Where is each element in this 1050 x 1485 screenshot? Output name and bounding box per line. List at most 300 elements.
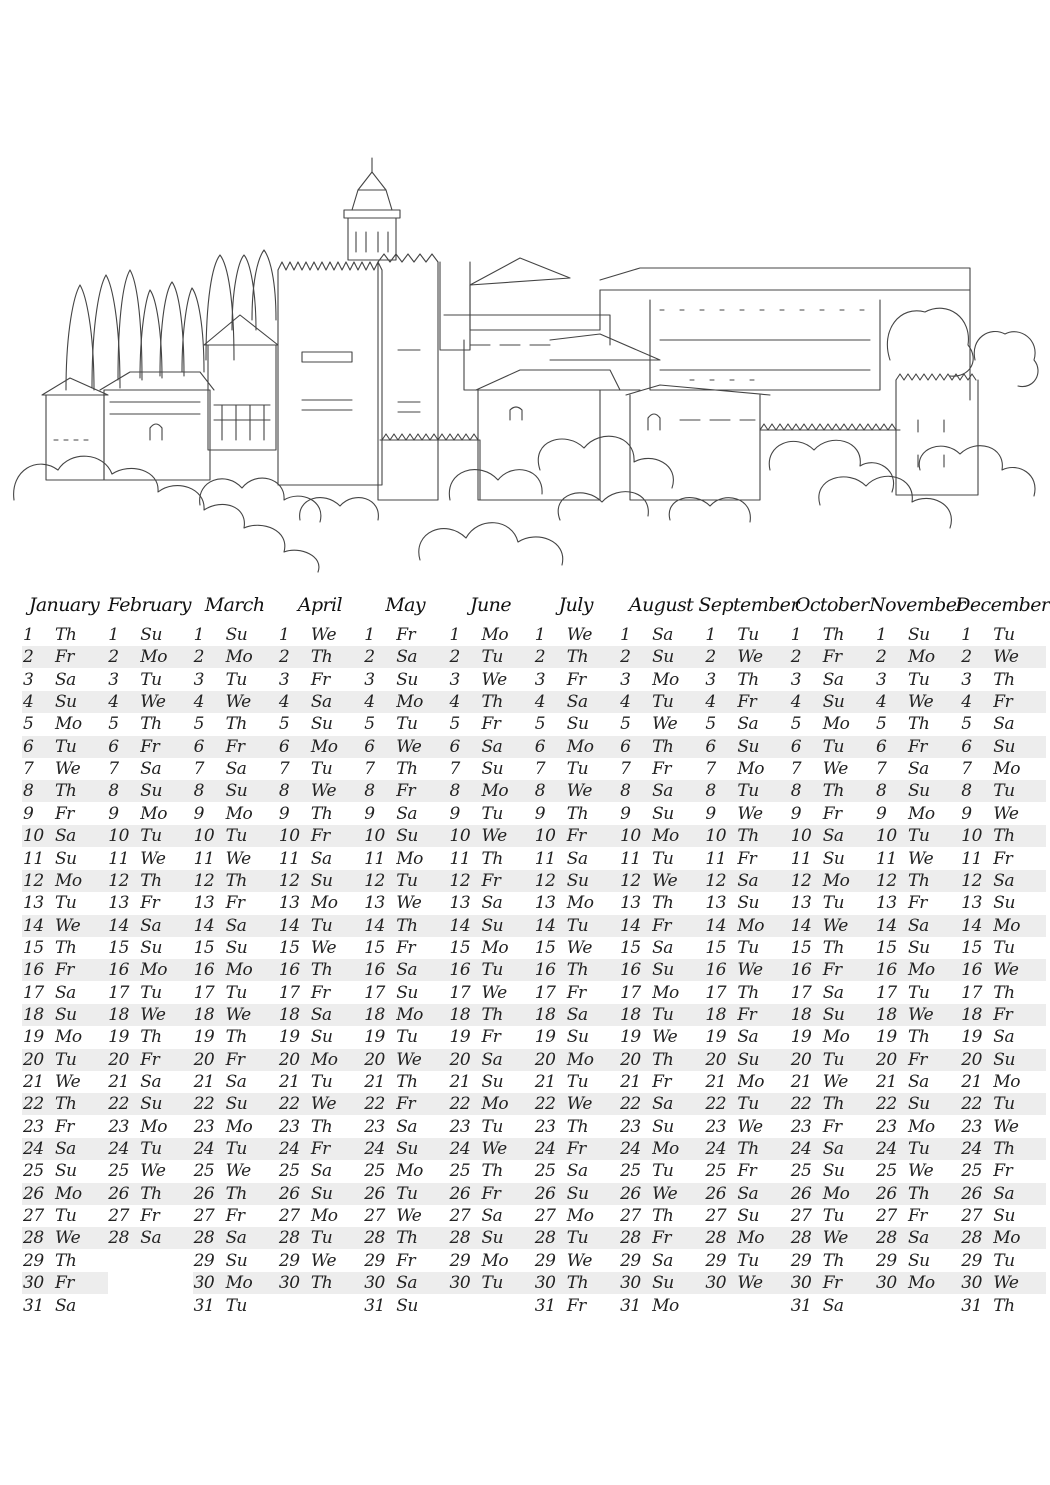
day-row (790, 1026, 876, 1048)
day-row (790, 915, 876, 937)
weekday-label: Su (566, 1183, 589, 1204)
day-row (619, 1004, 705, 1026)
day-number: 9 (705, 803, 716, 824)
weekday-label: Tu (822, 736, 844, 757)
weekday-label: Tu (396, 1183, 418, 1204)
weekday-label: Fr (822, 1273, 842, 1294)
weekday-label: Tu (481, 647, 503, 668)
weekday-label: We (481, 982, 507, 1003)
day-number: 6 (790, 736, 802, 757)
day-number: 22 (790, 1094, 812, 1115)
weekday-label: Th (822, 625, 844, 645)
day-number: 12 (23, 870, 44, 891)
month-column-february (107, 588, 193, 1328)
weekday-label: Sa (737, 1183, 759, 1204)
day-row (22, 713, 108, 735)
weekday-label: Fr (652, 759, 672, 780)
weekday-label: We (55, 915, 81, 936)
day-number: 31 (534, 1295, 556, 1316)
day-row (790, 758, 876, 780)
day-number: 3 (193, 669, 204, 690)
day-number: 6 (620, 736, 631, 757)
day-row (619, 1049, 705, 1071)
weekday-label: Su (225, 781, 248, 802)
day-number: 8 (534, 781, 546, 802)
day-row (534, 1049, 620, 1071)
weekday-label: Su (993, 1206, 1015, 1227)
weekday-label: Fr (566, 982, 586, 1003)
day-number: 26 (193, 1183, 215, 1204)
day-number: 29 (705, 1250, 727, 1271)
day-row (619, 1071, 705, 1093)
year-calendar (0, 588, 1050, 1328)
weekday-label: We (908, 692, 934, 713)
day-row (875, 892, 961, 914)
weekday-label: Mo (310, 736, 338, 757)
weekday-label: Tu (396, 714, 418, 735)
day-row (107, 848, 193, 870)
day-row (22, 982, 108, 1004)
day-number: 28 (534, 1228, 556, 1249)
day-number: 15 (278, 937, 300, 958)
day-number: 12 (449, 870, 471, 891)
day-number: 24 (364, 1139, 385, 1160)
day-number: 8 (193, 781, 204, 802)
day-row (534, 1295, 620, 1317)
weekday-label: Sa (737, 1027, 759, 1048)
day-number: 3 (108, 669, 119, 690)
month-column-june (449, 588, 535, 1328)
day-number: 3 (278, 669, 290, 690)
weekday-label: Fr (566, 1295, 586, 1316)
day-row (619, 959, 705, 981)
day-row (449, 1116, 535, 1138)
day-row (960, 691, 1046, 713)
weekday-label: We (652, 1183, 678, 1204)
day-row (960, 1272, 1046, 1294)
day-row (449, 1250, 535, 1272)
weekday-label: Tu (993, 781, 1015, 802)
day-number: 13 (278, 893, 300, 914)
day-row (278, 870, 364, 892)
day-row (875, 825, 961, 847)
day-number: 19 (449, 1027, 471, 1048)
weekday-label: Th (822, 781, 844, 802)
day-number: 22 (278, 1094, 300, 1115)
day-row (278, 1205, 364, 1227)
day-number: 9 (193, 803, 204, 824)
day-number: 21 (961, 1072, 982, 1092)
day-row (278, 1116, 364, 1138)
day-row (534, 1071, 620, 1093)
day-row (704, 1093, 790, 1115)
weekday-label: We (310, 937, 337, 958)
day-number: 26 (705, 1183, 727, 1204)
day-row (960, 1183, 1046, 1205)
weekday-label: Su (225, 937, 248, 958)
day-number: 11 (620, 848, 641, 869)
day-row (704, 937, 790, 959)
day-row (960, 959, 1046, 981)
weekday-label: We (396, 1206, 422, 1227)
day-row (278, 915, 364, 937)
day-number: 2 (876, 647, 887, 668)
weekday-label: Sa (908, 915, 929, 936)
day-row (363, 937, 449, 959)
day-number: 30 (705, 1273, 727, 1294)
day-row (363, 691, 449, 713)
weekday-label: Mo (310, 1206, 338, 1227)
day-row (704, 646, 790, 668)
day-number: 4 (961, 692, 972, 713)
weekday-label: Sa (908, 1228, 929, 1249)
day-row (960, 1004, 1046, 1026)
day-number: 1 (108, 625, 119, 645)
weekday-label: Tu (566, 1228, 589, 1249)
day-number: 9 (108, 803, 119, 824)
day-number: 1 (705, 625, 716, 645)
day-number: 3 (620, 669, 631, 690)
weekday-label: Fr (822, 647, 842, 668)
weekday-label: Sa (225, 915, 247, 936)
weekday-label: Fr (481, 714, 501, 735)
day-row (619, 1026, 705, 1048)
weekday-label: Mo (396, 848, 423, 869)
day-row (704, 848, 790, 870)
day-number: 29 (193, 1250, 215, 1271)
weekday-label: Sa (652, 1094, 673, 1115)
weekday-label: Th (993, 982, 1015, 1003)
day-number: 26 (278, 1183, 300, 1204)
day-number: 20 (449, 1049, 471, 1070)
day-row (278, 713, 364, 735)
day-number: 25 (193, 1161, 215, 1182)
day-row (22, 870, 108, 892)
weekday-label: Mo (993, 759, 1020, 780)
weekday-label: We (993, 647, 1019, 668)
day-row (960, 1160, 1046, 1182)
day-row (960, 1116, 1046, 1138)
day-number: 8 (278, 781, 290, 802)
day-row (449, 1026, 535, 1048)
day-number: 28 (278, 1228, 300, 1249)
weekday-label: Th (566, 1273, 589, 1294)
day-row (449, 937, 535, 959)
weekday-label: Sa (140, 1228, 162, 1249)
weekday-label: Su (822, 1004, 845, 1025)
day-row (790, 1160, 876, 1182)
day-row (193, 1116, 279, 1138)
day-row (363, 959, 449, 981)
day-number: 25 (705, 1161, 727, 1182)
day-row (875, 758, 961, 780)
day-row (193, 1205, 279, 1227)
month-column-august (619, 588, 705, 1328)
weekday-label: Fr (566, 826, 586, 847)
day-row (193, 1071, 279, 1093)
weekday-label: Th (993, 669, 1015, 690)
day-row (107, 736, 193, 758)
day-number: 11 (705, 848, 727, 869)
day-number: 27 (790, 1206, 812, 1227)
day-row (363, 1116, 449, 1138)
weekday-label: Sa (566, 692, 588, 713)
day-number: 24 (23, 1139, 44, 1160)
day-number: 21 (534, 1072, 556, 1092)
day-row (960, 1295, 1046, 1317)
month-column-march (193, 588, 279, 1328)
day-number: 25 (23, 1161, 44, 1182)
day-number: 31 (364, 1295, 385, 1316)
day-number: 5 (108, 714, 119, 735)
day-number: 10 (534, 826, 556, 847)
day-row (193, 758, 279, 780)
day-number: 24 (534, 1139, 556, 1160)
weekday-label: Sa (140, 1072, 162, 1092)
day-row (449, 1138, 535, 1160)
weekday-label: Tu (993, 625, 1015, 645)
weekday-label: Su (908, 625, 930, 645)
day-row (363, 1004, 449, 1026)
weekday-label: Tu (737, 1250, 759, 1271)
day-number: 19 (620, 1027, 641, 1048)
weekday-label: We (737, 1116, 763, 1137)
weekday-label: Tu (566, 915, 589, 936)
day-row (790, 1004, 876, 1026)
day-number: 29 (449, 1250, 471, 1271)
day-row (534, 758, 620, 780)
day-row (193, 803, 279, 825)
day-number: 17 (961, 982, 982, 1003)
day-row (704, 736, 790, 758)
weekday-label: Fr (55, 647, 74, 668)
weekday-label: Mo (566, 1049, 594, 1070)
day-row (960, 736, 1046, 758)
weekday-label: Fr (396, 1094, 416, 1115)
day-number: 6 (278, 736, 290, 757)
weekday-label: Th (566, 647, 589, 668)
day-number: 30 (449, 1273, 471, 1294)
day-row (790, 937, 876, 959)
day-number: 16 (449, 960, 471, 981)
weekday-label: Mo (822, 714, 850, 735)
day-number: 5 (790, 714, 802, 735)
day-row (363, 1272, 449, 1294)
day-row (619, 892, 705, 914)
day-row (875, 1093, 961, 1115)
day-row (193, 1272, 279, 1294)
weekday-label: Mo (225, 803, 253, 824)
day-number: 1 (193, 625, 204, 645)
day-number: 2 (620, 647, 631, 668)
day-row (449, 803, 535, 825)
weekday-label: Th (908, 1183, 930, 1204)
day-row (534, 915, 620, 937)
day-number: 12 (534, 870, 556, 891)
day-row (790, 982, 876, 1004)
day-row (107, 803, 193, 825)
weekday-label: Fr (225, 1206, 245, 1227)
weekday-label: We (310, 781, 337, 802)
day-number: 25 (449, 1161, 471, 1182)
day-row (278, 1004, 364, 1026)
day-row (278, 691, 364, 713)
day-number: 15 (108, 937, 129, 958)
day-row (960, 892, 1046, 914)
day-row (363, 1026, 449, 1048)
weekday-label: Th (652, 893, 674, 914)
day-row (278, 1138, 364, 1160)
day-number: 29 (961, 1250, 982, 1271)
day-number: 23 (108, 1116, 129, 1137)
day-number: 11 (961, 848, 982, 869)
day-number: 22 (534, 1094, 556, 1115)
weekday-label: Mo (652, 826, 679, 847)
weekday-label: Mo (737, 915, 765, 936)
day-number: 2 (23, 647, 34, 668)
day-row (619, 1295, 705, 1317)
weekday-label: We (993, 803, 1019, 824)
weekday-label: Sa (481, 1049, 503, 1070)
day-row (960, 1138, 1046, 1160)
weekday-label: Sa (310, 1161, 332, 1182)
weekday-label: We (225, 1161, 251, 1182)
weekday-label: Fr (225, 1049, 245, 1070)
weekday-label: Su (908, 781, 930, 802)
day-number: 25 (364, 1161, 385, 1182)
month-name: April (297, 594, 342, 616)
day-row (363, 758, 449, 780)
day-number: 14 (705, 915, 727, 936)
weekday-label: Th (908, 1027, 930, 1048)
day-row (22, 915, 108, 937)
weekday-label: We (566, 1250, 592, 1271)
day-number: 7 (278, 759, 290, 780)
day-row (22, 1026, 108, 1048)
day-row (193, 1049, 279, 1071)
day-row (449, 691, 535, 713)
day-number: 2 (364, 647, 375, 668)
day-number: 9 (620, 803, 631, 824)
weekday-label: Th (55, 937, 77, 958)
day-number: 22 (364, 1094, 385, 1115)
day-number: 31 (620, 1295, 641, 1316)
weekday-label: Sa (225, 1228, 247, 1249)
weekday-label: Fr (481, 1027, 501, 1048)
weekday-label: We (566, 625, 592, 645)
day-number: 28 (193, 1228, 215, 1249)
weekday-label: Sa (481, 893, 503, 914)
weekday-label: Su (396, 982, 418, 1003)
day-number: 15 (790, 937, 812, 958)
day-row (875, 1004, 961, 1026)
day-row (449, 1049, 535, 1071)
day-row (704, 915, 790, 937)
day-number: 20 (790, 1049, 812, 1070)
day-row (875, 915, 961, 937)
day-row (960, 1026, 1046, 1048)
weekday-label: Sa (140, 759, 162, 780)
day-number: 30 (278, 1273, 300, 1294)
weekday-label: Mo (737, 759, 765, 780)
weekday-label: Fr (737, 1161, 757, 1182)
day-row (790, 736, 876, 758)
weekday-label: Tu (225, 1295, 247, 1316)
day-number: 30 (961, 1273, 982, 1294)
weekday-label: Tu (652, 1004, 674, 1025)
weekday-label: We (737, 647, 763, 668)
day-number: 2 (790, 647, 802, 668)
day-number: 25 (278, 1161, 300, 1182)
day-row (875, 624, 961, 646)
day-row (449, 713, 535, 735)
weekday-label: Mo (737, 1072, 765, 1092)
weekday-label: Su (225, 1094, 248, 1115)
day-number: 24 (449, 1139, 471, 1160)
day-row (278, 1071, 364, 1093)
weekday-label: Su (822, 848, 845, 869)
day-number: 23 (705, 1116, 727, 1137)
day-row (107, 646, 193, 668)
day-row (193, 825, 279, 847)
weekday-label: Sa (652, 625, 673, 645)
day-number: 22 (193, 1094, 215, 1115)
day-number: 24 (278, 1139, 300, 1160)
day-row (875, 669, 961, 691)
day-row (875, 1049, 961, 1071)
day-number: 6 (193, 736, 204, 757)
weekday-label: Mo (140, 960, 167, 981)
day-number: 17 (278, 982, 300, 1003)
day-row (704, 959, 790, 981)
day-number: 10 (705, 826, 727, 847)
day-number: 25 (108, 1161, 129, 1182)
day-row (107, 758, 193, 780)
day-number: 4 (790, 692, 802, 713)
day-number: 30 (790, 1273, 812, 1294)
day-number: 7 (534, 759, 546, 780)
weekday-label: Mo (481, 781, 509, 802)
weekday-label: Mo (908, 1116, 935, 1137)
day-row (534, 803, 620, 825)
day-row (22, 1250, 108, 1272)
day-row (875, 1071, 961, 1093)
day-row (193, 1250, 279, 1272)
day-number: 10 (278, 826, 300, 847)
day-row (875, 713, 961, 735)
weekday-label: Mo (566, 736, 594, 757)
day-number: 4 (705, 692, 716, 713)
weekday-label: We (908, 1161, 934, 1182)
day-row (278, 1160, 364, 1182)
day-row (449, 624, 535, 646)
weekday-label: Su (396, 1295, 418, 1316)
weekday-label: We (140, 1161, 166, 1182)
day-row (619, 1160, 705, 1182)
day-row (22, 1138, 108, 1160)
day-row (363, 713, 449, 735)
day-number: 30 (364, 1273, 385, 1294)
weekday-label: Th (993, 1139, 1015, 1160)
day-row (22, 1227, 108, 1249)
day-number: 24 (876, 1139, 897, 1160)
weekday-label: Mo (396, 692, 423, 713)
day-row (363, 825, 449, 847)
day-row (790, 1093, 876, 1115)
day-row (363, 736, 449, 758)
day-row (449, 870, 535, 892)
day-number: 18 (620, 1004, 641, 1025)
